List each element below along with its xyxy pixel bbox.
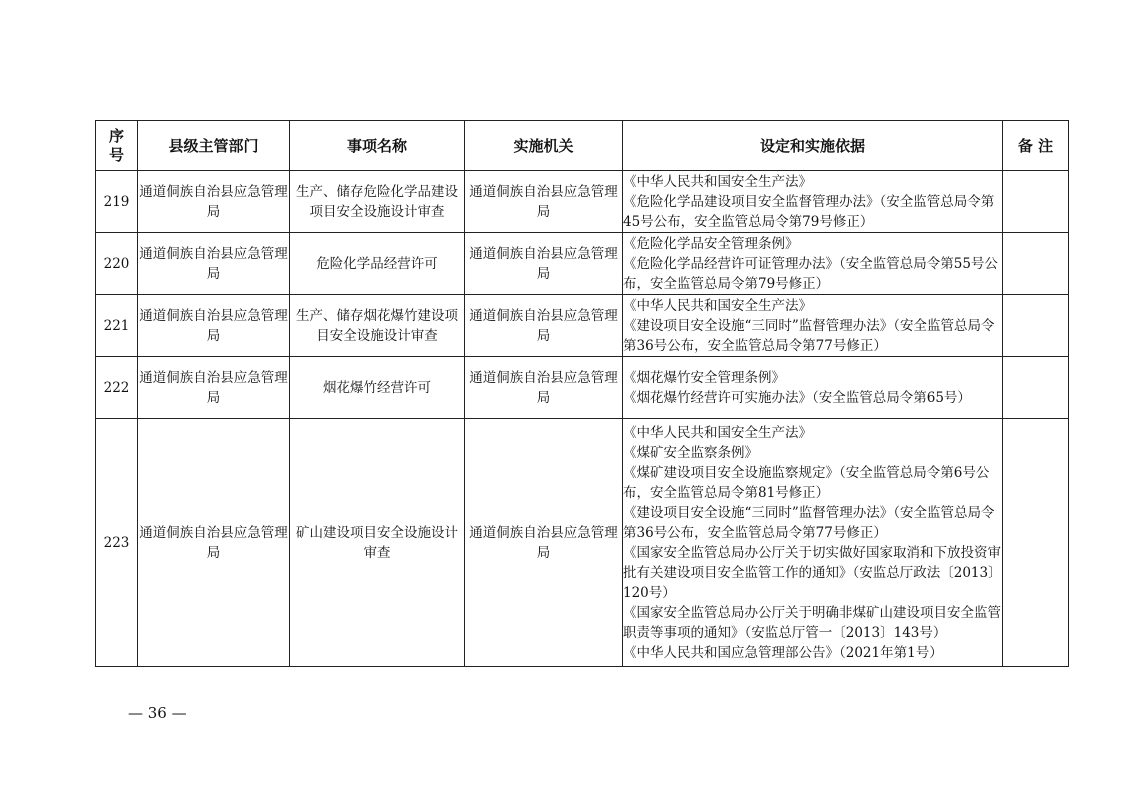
basis-line: 《烟花爆竹安全管理条例》 bbox=[623, 369, 785, 386]
table-row bbox=[96, 419, 1069, 667]
row-item: 危险化学品经营许可 bbox=[290, 233, 465, 295]
header-basis: 设定和实施依据 bbox=[623, 121, 1003, 171]
header-seq-top: 序 bbox=[108, 126, 124, 145]
table-header-row bbox=[96, 121, 1069, 171]
row-dept: 通道侗族自治县应急管理局 bbox=[138, 357, 290, 419]
row-seq: 219 bbox=[96, 171, 138, 233]
basis-line: 《烟花爆竹经营许可实施办法》（安全监管总局令第65号） bbox=[623, 389, 971, 406]
row-seq: 221 bbox=[96, 295, 138, 357]
basis-line: 《煤矿安全监察条例》 bbox=[623, 444, 758, 461]
row-basis bbox=[623, 171, 1003, 233]
header-seq bbox=[96, 121, 138, 171]
row-agency: 通道侗族自治县应急管理局 bbox=[465, 171, 623, 233]
row-agency: 通道侗族自治县应急管理局 bbox=[465, 419, 623, 667]
header-agency: 实施机关 bbox=[465, 121, 623, 171]
header-seq-bottom: 号 bbox=[108, 145, 124, 164]
row-note bbox=[1003, 295, 1069, 357]
table-row bbox=[96, 171, 1069, 233]
row-dept: 通道侗族自治县应急管理局 bbox=[138, 171, 290, 233]
table-row bbox=[96, 233, 1069, 295]
row-note bbox=[1003, 233, 1069, 295]
basis-line: 《建设项目安全设施“三同时”监督管理办法》（安全监管总局令第36号公布，安全监管总局令第77号修正） bbox=[623, 317, 995, 354]
row-basis bbox=[623, 233, 1003, 295]
row-seq: 223 bbox=[96, 419, 138, 667]
header-item: 事项名称 bbox=[290, 121, 465, 171]
row-note bbox=[1003, 357, 1069, 419]
row-item: 生产、储存烟花爆竹建设项目安全设施设计审查 bbox=[290, 295, 465, 357]
row-item: 矿山建设项目安全设施设计审查 bbox=[290, 419, 465, 667]
basis-line: 《危险化学品安全管理条例》 bbox=[623, 235, 799, 252]
row-basis bbox=[623, 357, 1003, 419]
basis-line: 《国家安全监管总局办公厅关于切实做好国家取消和下放投资审批有关建设项目安全监管工作的通知》（安监总厅政法〔2013〕120号） bbox=[623, 544, 1002, 601]
basis-line: 《危险化学品建设项目安全监督管理办法》（安全监管总局令第45号公布，安全监管总局令第79号修正） bbox=[623, 193, 995, 230]
row-item: 生产、储存危险化学品建设项目安全设施设计审查 bbox=[290, 171, 465, 233]
basis-line: 《国家安全监管总局办公厅关于明确非煤矿山建设项目安全监管职责等事项的通知》（安监总厅管一〔2013〕143号） bbox=[623, 604, 1001, 641]
basis-line: 《中华人民共和国安全生产法》 bbox=[623, 173, 812, 190]
row-dept: 通道侗族自治县应急管理局 bbox=[138, 233, 290, 295]
row-note bbox=[1003, 419, 1069, 667]
row-basis bbox=[623, 419, 1003, 667]
row-basis bbox=[623, 295, 1003, 357]
row-agency: 通道侗族自治县应急管理局 bbox=[465, 295, 623, 357]
table-row bbox=[96, 295, 1069, 357]
basis-line: 《危险化学品经营许可证管理办法》（安全监管总局令第55号公布，安全监管总局令第79号修正） bbox=[623, 255, 998, 292]
basis-line: 《中华人民共和国安全生产法》 bbox=[623, 424, 812, 441]
row-item: 烟花爆竹经营许可 bbox=[290, 357, 465, 419]
row-dept: 通道侗族自治县应急管理局 bbox=[138, 419, 290, 667]
row-seq: 222 bbox=[96, 357, 138, 419]
row-agency: 通道侗族自治县应急管理局 bbox=[465, 357, 623, 419]
row-dept: 通道侗族自治县应急管理局 bbox=[138, 295, 290, 357]
basis-line: 《中华人民共和国应急管理部公告》（2021年第1号） bbox=[623, 644, 943, 661]
page-number: — 36 — bbox=[128, 704, 187, 722]
basis-line: 《中华人民共和国安全生产法》 bbox=[623, 297, 812, 314]
row-note bbox=[1003, 171, 1069, 233]
header-dept: 县级主管部门 bbox=[138, 121, 290, 171]
basis-line: 《煤矿建设项目安全设施监察规定》（安全监管总局令第6号公布，安全监管总局令第81号修正） bbox=[623, 464, 990, 501]
row-agency: 通道侗族自治县应急管理局 bbox=[465, 233, 623, 295]
table-row bbox=[96, 357, 1069, 419]
row-seq: 220 bbox=[96, 233, 138, 295]
permit-table bbox=[95, 120, 1069, 667]
basis-line: 《建设项目安全设施“三同时”监督管理办法》（安全监管总局令第36号公布，安全监管总局令第77号修正） bbox=[623, 504, 995, 541]
header-note: 备 注 bbox=[1003, 121, 1069, 171]
